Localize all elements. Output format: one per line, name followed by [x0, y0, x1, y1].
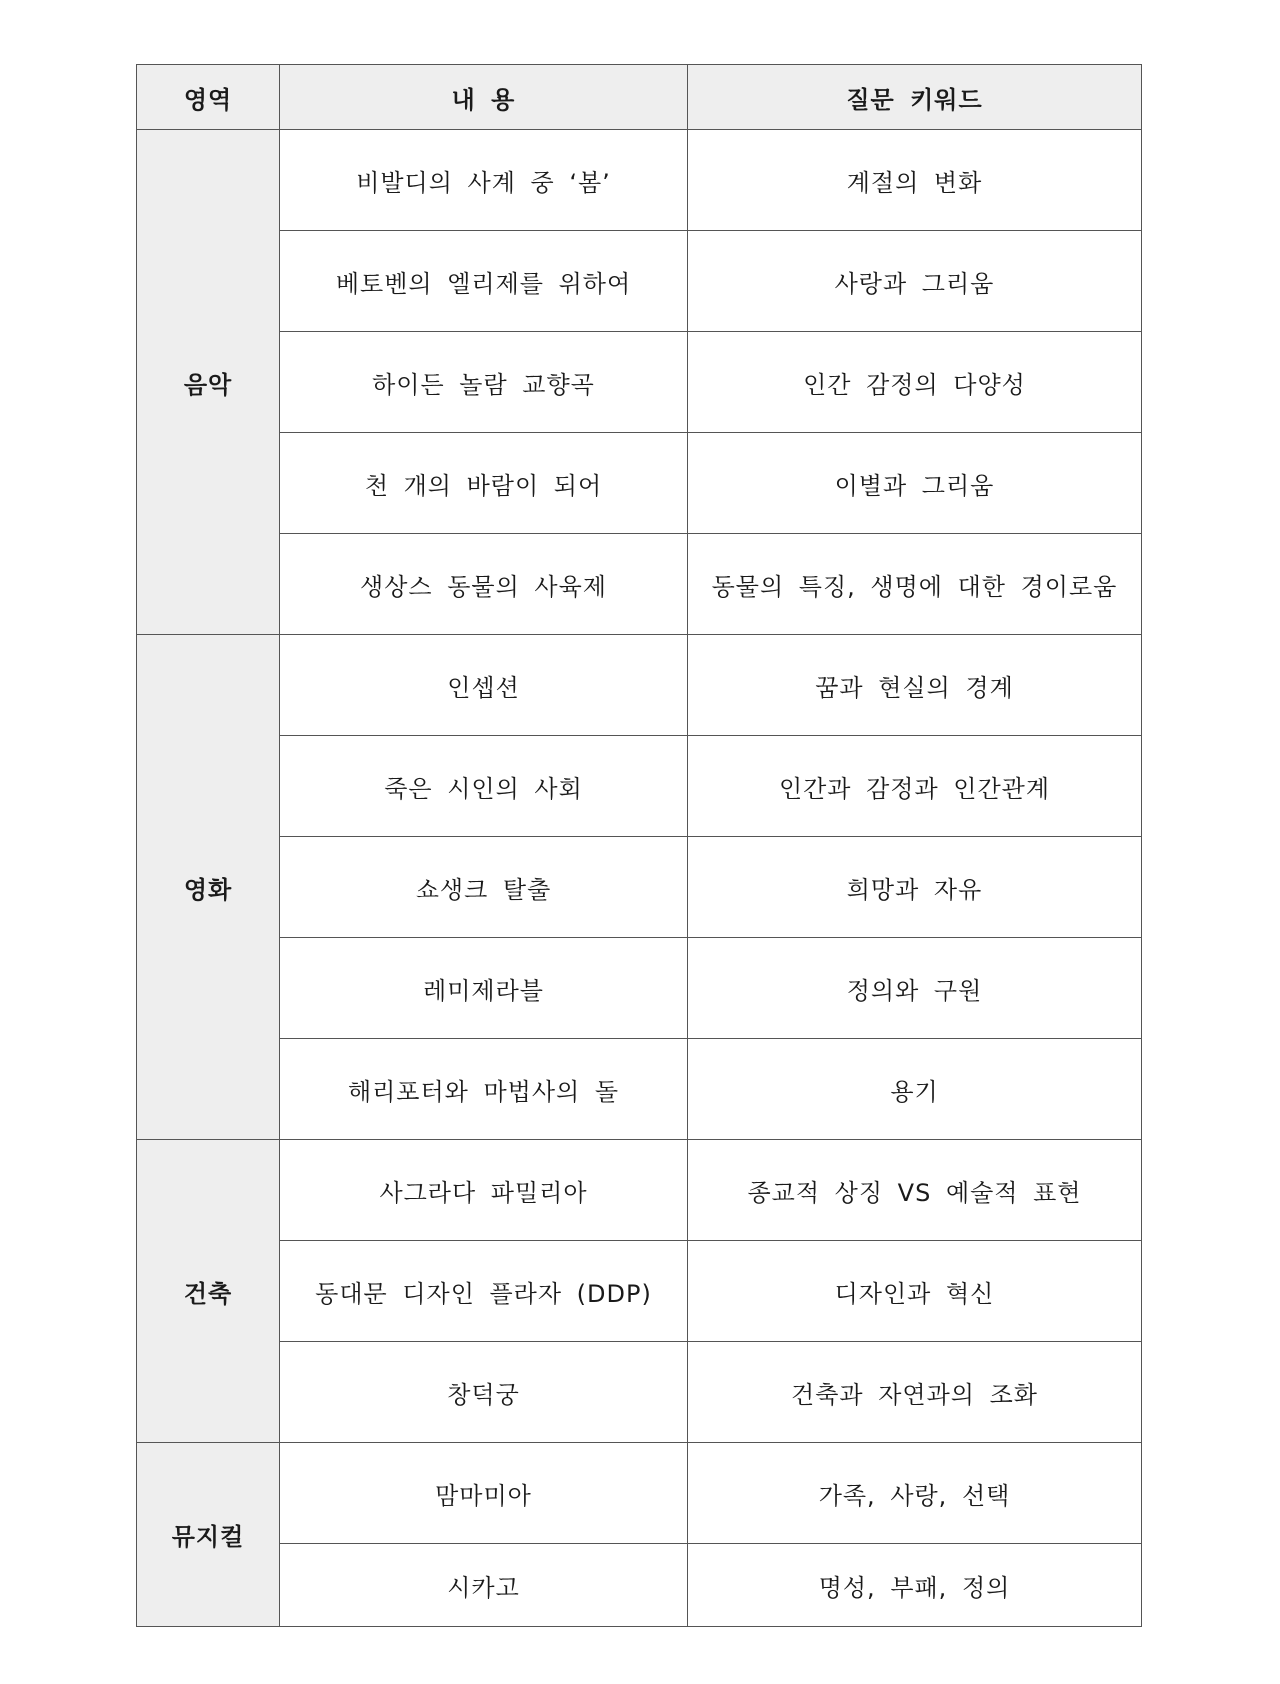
table-row	[137, 1342, 1142, 1443]
content-cell: 죽은 시인의 사회	[280, 736, 688, 837]
table-row	[137, 534, 1142, 635]
keyword-cell: 가족, 사랑, 선택	[688, 1443, 1142, 1544]
content-cell: 사그라다 파밀리아	[280, 1140, 688, 1241]
keyword-cell: 인간과 감정과 인간관계	[688, 736, 1142, 837]
header-row	[137, 65, 1142, 130]
table-row	[137, 1544, 1142, 1627]
area-cell-musical: 뮤지컬	[137, 1443, 280, 1627]
keyword-cell: 계절의 변화	[688, 130, 1142, 231]
content-cell: 해리포터와 마법사의 돌	[280, 1039, 688, 1140]
table-row	[137, 837, 1142, 938]
topic-table	[136, 64, 1142, 1627]
table-row	[137, 736, 1142, 837]
table-row	[137, 1443, 1142, 1544]
content-cell: 비발디의 사계 중 ‘봄’	[280, 130, 688, 231]
content-cell: 생상스 동물의 사육제	[280, 534, 688, 635]
header-area: 영역	[137, 65, 280, 130]
area-cell-movie: 영화	[137, 635, 280, 1140]
table-row	[137, 433, 1142, 534]
table-row	[137, 635, 1142, 736]
keyword-cell: 디자인과 혁신	[688, 1241, 1142, 1342]
keyword-cell: 정의와 구원	[688, 938, 1142, 1039]
table-row	[137, 130, 1142, 231]
content-cell: 하이든 놀람 교향곡	[280, 332, 688, 433]
keyword-cell: 이별과 그리움	[688, 433, 1142, 534]
keyword-cell: 동물의 특징, 생명에 대한 경이로움	[688, 534, 1142, 635]
keyword-cell: 건축과 자연과의 조화	[688, 1342, 1142, 1443]
keyword-cell: 종교적 상징 VS 예술적 표현	[688, 1140, 1142, 1241]
area-cell-music: 음악	[137, 130, 280, 635]
header-keyword: 질문 키워드	[688, 65, 1142, 130]
keyword-cell: 명성, 부패, 정의	[688, 1544, 1142, 1627]
content-cell: 레미제라블	[280, 938, 688, 1039]
content-cell: 천 개의 바람이 되어	[280, 433, 688, 534]
table-row	[137, 938, 1142, 1039]
content-cell: 시카고	[280, 1544, 688, 1627]
table-row	[137, 1241, 1142, 1342]
area-cell-architecture: 건축	[137, 1140, 280, 1443]
keyword-cell: 희망과 자유	[688, 837, 1142, 938]
content-cell: 베토벤의 엘리제를 위하여	[280, 231, 688, 332]
table-row	[137, 332, 1142, 433]
table-row	[137, 231, 1142, 332]
keyword-cell: 사랑과 그리움	[688, 231, 1142, 332]
content-cell: 동대문 디자인 플라자 (DDP)	[280, 1241, 688, 1342]
keyword-cell: 인간 감정의 다양성	[688, 332, 1142, 433]
table-row	[137, 1039, 1142, 1140]
keyword-cell: 꿈과 현실의 경계	[688, 635, 1142, 736]
content-cell: 맘마미아	[280, 1443, 688, 1544]
content-cell: 인셉션	[280, 635, 688, 736]
keyword-cell: 용기	[688, 1039, 1142, 1140]
content-cell: 창덕궁	[280, 1342, 688, 1443]
content-cell: 쇼생크 탈출	[280, 837, 688, 938]
header-content: 내 용	[280, 65, 688, 130]
table-row	[137, 1140, 1142, 1241]
